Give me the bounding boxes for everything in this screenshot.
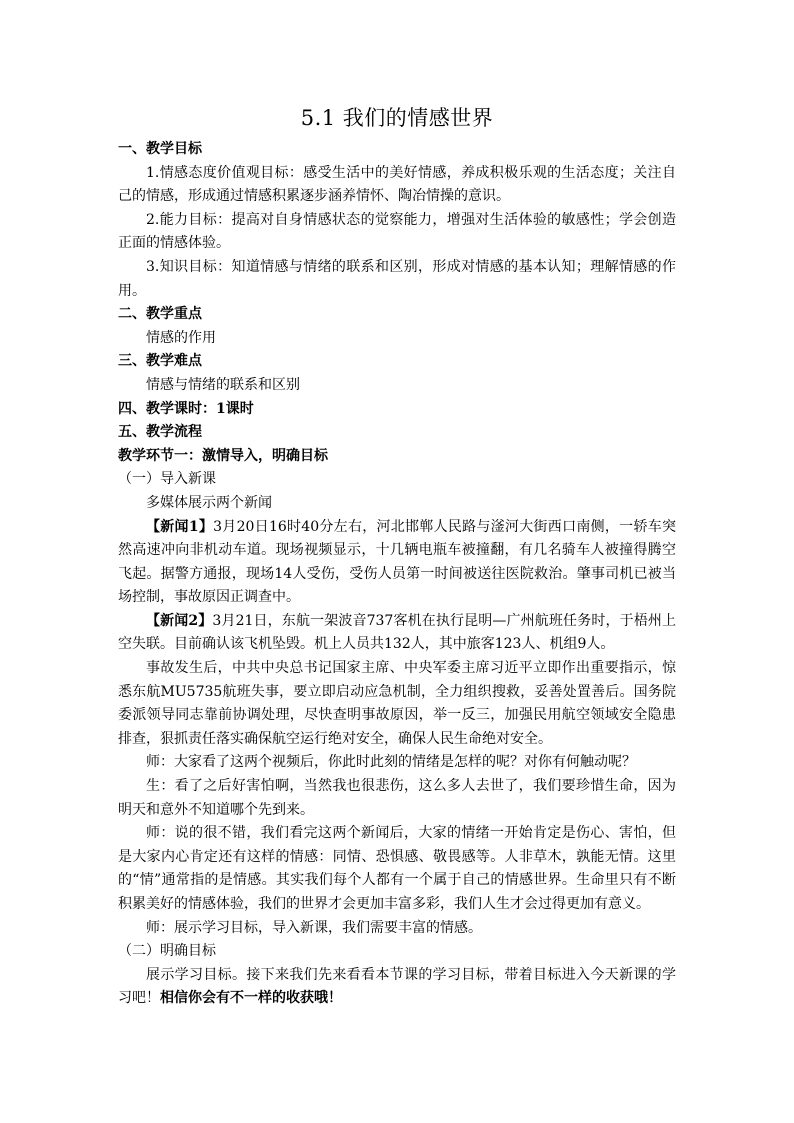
dialog-teacher-summary: 师：说的很不错，我们看完这两个新闻后，大家的情绪一开始肯定是伤心、害怕，但是大家内心肯定还有这样的情感：同情、恐惧感、敬畏感等。人非草木，孰能无情。这里的“情”通常指的是情感。其实我们每个人都有一个属于自己的情感世界。生命里只有不断积累美好的情感体验，我们的世界才会更加丰富多彩，我们人生才会过得更加有意义。 — [118, 825, 676, 912]
news-two-text: 3月21日，东航一架波音737客机在执行昆明—广州航班任务时，于梧州上空失联。目前确认该飞机坠毁。机上人员共132人，其中旅客123人、机组9人。 — [118, 612, 676, 653]
key-point-text: 情感的作用 — [146, 329, 216, 346]
news-two-paragraph — [118, 610, 676, 657]
section-difficult-points: 三、教学难点 — [118, 353, 202, 370]
goals-intro-paragraph — [118, 964, 676, 1011]
news-one-paragraph — [118, 516, 676, 610]
section-class-hours: 四、教学课时：1课时 — [118, 400, 254, 417]
difficult-point-text: 情感与情绪的联系和区别 — [146, 376, 300, 393]
news-two-continuation: 事故发生后，中共中央总书记国家主席、中央军委主席习近平立即作出重要指示，惊悉东航MU5735航班失事，要立即启动应急机制，全力组织搜救，妥善处置善后。国务院委派领导同志靠前协调处理，尽快查明事故原因，举一反三，加强民用航空领域安全隐患排查，狠抓责任落实确保航空运行绝对安全，确保人民生命绝对安全。 — [118, 660, 676, 747]
dialog-teacher-question: 师：大家看了这两个视频后，你此时此刻的情绪是怎样的呢？对你有何触动呢？ — [146, 754, 636, 771]
news-one-text: 3月20日16时40分左右，河北邯郸人民路与滏河大街西口南侧，一轿车突然高速冲向非机动车道。现场视频显示，十几辆电瓶车被撞翻，有几名骑车人被撞得腾空飞起。据警方通报，现场14人受伤，受伤人员第一时间被送往医院救治。肇事司机已被当场控制，事故原因正调查中。 — [118, 518, 676, 606]
goal-knowledge: 3.知识目标：知道情感与情绪的联系和区别，形成对情感的基本认知；理解情感的作用。 — [118, 258, 676, 299]
goals-intro-text: 展示学习目标。接下来我们先来看看本节课的学习目标，带着目标进入今天新课的学习吧！ — [118, 966, 676, 1007]
section-key-points: 二、教学重点 — [118, 306, 202, 323]
goal-emotion-attitude: 1.情感态度价值观目标：感受生活中的美好情感，养成积极乐观的生活态度；关注自己的情感，形成通过情感积累逐步涵养情怀、陶冶情操的意识。 — [118, 164, 676, 205]
section-teaching-process: 五、教学流程 — [118, 424, 202, 441]
stage-one-heading: 教学环节一：激情导入，明确目标 — [118, 447, 328, 464]
section-teaching-goals: 一、教学目标 — [118, 141, 202, 157]
dialog-student-answer: 生：看了之后好害怕啊，当然我也很悲伤，这么多人去世了，我们要珍惜生命，因为明天和意外不知道哪个先到来。 — [118, 778, 676, 818]
news-one-label: 【新闻1】 — [146, 518, 214, 535]
document-title: 5.1 我们的情感世界 — [300, 106, 494, 130]
dialog-teacher-transition: 师：展示学习目标，导入新课，我们需要丰富的情感。 — [146, 919, 482, 936]
intro-text: 多媒体展示两个新闻 — [146, 494, 272, 511]
document-page — [118, 104, 676, 1011]
subsection-intro-heading: （一）导入新课 — [118, 471, 216, 488]
goals-intro-bold: 相信你会有不一样的收获哦！ — [160, 990, 342, 1007]
goal-ability: 2.能力目标：提高对自身情感状态的觉察能力，增强对生活体验的敏感性；学会创造正面的情感体验。 — [118, 211, 676, 252]
news-two-label: 【新闻2】 — [146, 612, 213, 629]
subsection-goals-heading: （二）明确目标 — [118, 943, 216, 960]
